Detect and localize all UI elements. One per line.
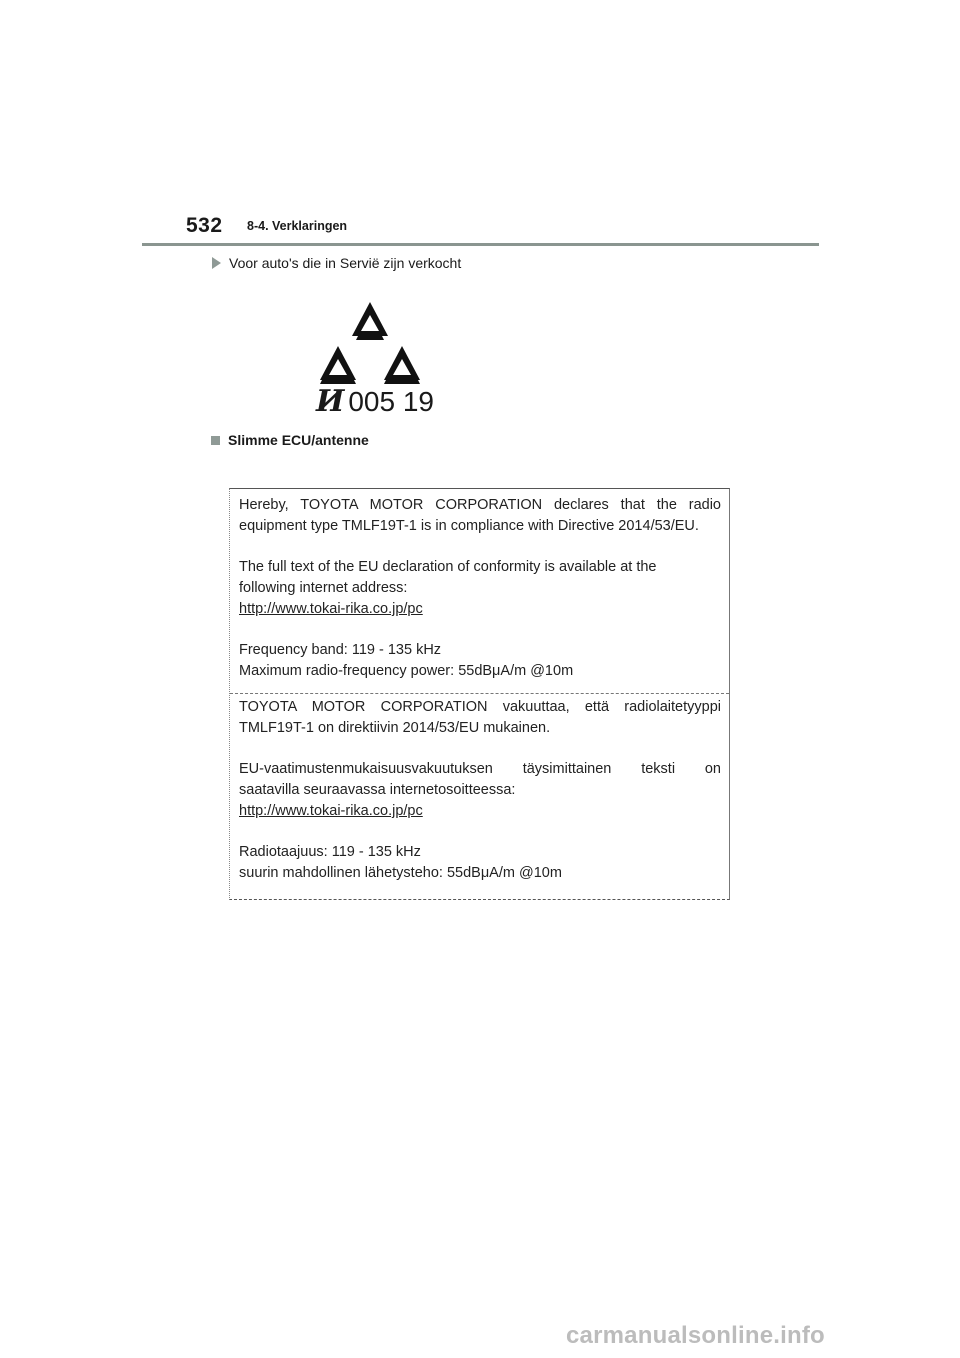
- page-number: 532: [186, 214, 223, 237]
- serbia-conformity-mark-icon: [314, 300, 426, 386]
- header-rule: [142, 243, 819, 246]
- serbia-label: [212, 255, 461, 271]
- declaration-box: [229, 488, 730, 900]
- decl-en-line3: The full text of the EU declaration of conformity is available at the: [239, 559, 657, 575]
- decl-fi-line1: TOYOTA MOTOR CORPORATION vakuuttaa, että radiolaitetyyppi: [239, 699, 721, 715]
- watermark: carmanualsonline.info: [566, 1322, 825, 1349]
- decl-fi-line4: saatavilla seuraavassa internetosoitteessa:: [239, 782, 516, 798]
- decl-fi-power: suurin mahdollinen lähetysteho: 55dBμA/m @10m: [239, 865, 562, 881]
- decl-en-line1: Hereby, TOYOTA MOTOR CORPORATION declares that the radio: [239, 497, 721, 513]
- decl-fi-url: http://www.tokai-rika.co.jp/pc: [239, 803, 423, 819]
- square-bullet-icon: [211, 436, 220, 445]
- decl-fi-line2: TMLF19T-1 on direktiivin 2014/53/EU mukainen.: [239, 720, 551, 736]
- serbia-mark-glyph: И: [316, 384, 345, 419]
- decl-en-url: http://www.tokai-rika.co.jp/pc: [239, 601, 423, 617]
- decl-fi-frequency: Radiotaajuus: 119 - 135 kHz: [239, 844, 421, 860]
- decl-en-frequency: Frequency band: 119 - 135 kHz: [239, 642, 442, 658]
- decl-fi-line3: EU-vaatimustenmukaisuusvakuutuksen täysimittainen teksti on: [239, 761, 721, 777]
- serbia-mark-number: 005 19: [348, 386, 434, 417]
- ecu-heading: [211, 432, 369, 448]
- decl-en-line4: following internet address:: [239, 580, 408, 596]
- section-title: 8-4. Verklaringen: [247, 219, 348, 233]
- decl-en-line2: equipment type TMLF19T-1 is in compliance with Directive 2014/53/EU.: [239, 518, 699, 534]
- declaration-english: [239, 495, 721, 682]
- serbia-label-text: Voor auto's die in Servië zijn verkocht: [229, 255, 462, 271]
- serbia-mark-code: [316, 384, 434, 419]
- decl-en-power: Maximum radio-frequency power: 55dBμA/m @10m: [239, 663, 574, 679]
- triangle-bullet-icon: [212, 257, 221, 269]
- declaration-divider: [230, 693, 729, 694]
- ecu-heading-text: Slimme ECU/antenne: [228, 432, 369, 448]
- declaration-finnish: [239, 697, 721, 884]
